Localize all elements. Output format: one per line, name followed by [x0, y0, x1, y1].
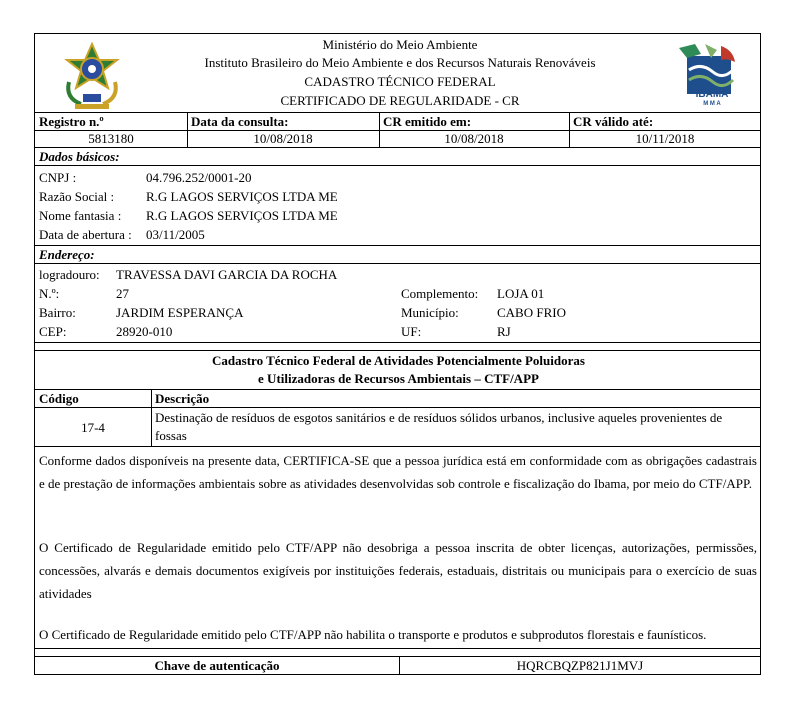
dados-basicos-title: Dados básicos: [39, 149, 120, 164]
divider [35, 342, 760, 343]
consulta-value: 10/08/2018 [253, 131, 313, 146]
emitido-value: 10/08/2018 [444, 131, 504, 146]
municipio-value: CABO FRIO [497, 305, 566, 320]
cep-value: 28920-010 [116, 324, 173, 339]
bairro-value: JARDIM ESPERANÇA [116, 305, 244, 320]
numero-label: N.º: [39, 286, 60, 301]
certificate-title: CERTIFICADO DE REGULARIDADE - CR [280, 93, 520, 108]
descricao-header: Descrição [155, 391, 210, 406]
registro-value: 5813180 [88, 131, 134, 146]
cep-label: CEP: [39, 324, 67, 339]
descricao-line2: fossas [155, 428, 187, 443]
complemento-value: LOJA 01 [497, 286, 545, 301]
divider [151, 389, 152, 446]
codigo-header: Código [39, 391, 79, 406]
body-paragraph-2: O Certificado de Regularidade emitido pelo CTF/APP não desobriga a pessoa inscrita de obter licenças, autorizações, permissões, concessões, alvarás e demais documentos exigíveis por instituições federais, estaduais, distritais ou municipais para o exercício de suas atividades [39, 540, 757, 601]
brazil-coat-of-arms-icon [61, 42, 123, 114]
divider [35, 648, 760, 649]
abertura-label: Data de abertura : [39, 227, 132, 242]
bairro-label: Bairro: [39, 305, 76, 320]
ministry-name: Ministério do Meio Ambiente [322, 37, 478, 52]
uf-label: UF: [401, 324, 422, 339]
logradouro-label: logradouro: [39, 267, 100, 282]
divider [35, 446, 760, 447]
nome-fantasia-label: Nome fantasia : [39, 208, 122, 223]
ibama-logo-text: IBAMA [695, 89, 729, 100]
chave-value: HQRCBQZP821J1MVJ [516, 658, 644, 673]
divider [35, 350, 760, 351]
emitido-label: CR emitido em: [383, 114, 472, 129]
cnpj-value: 04.796.252/0001-20 [146, 170, 252, 185]
certificate-frame [34, 33, 761, 675]
divider [35, 263, 760, 264]
body-paragraph-3: O Certificado de Regularidade emitido pelo CTF/APP não habilita o transporte e produtos e subprodutos florestais e faunísticos. [39, 627, 707, 642]
ibama-logo [675, 40, 745, 110]
registro-label: Registro n.º [39, 114, 104, 129]
chave-label: Chave de autenticação [154, 658, 280, 673]
cnpj-label: CNPJ : [39, 170, 77, 185]
divider [35, 165, 760, 166]
razao-social-value: R.G LAGOS SERVIÇOS LTDA ME [146, 189, 338, 204]
nome-fantasia-value: R.G LAGOS SERVIÇOS LTDA ME [146, 208, 338, 223]
municipio-label: Município: [401, 305, 459, 320]
logradouro-value: TRAVESSA DAVI GARCIA DA ROCHA [116, 267, 338, 282]
divider [35, 407, 760, 408]
institute-name: Instituto Brasileiro do Meio Ambiente e dos Recursos Naturais Renováveis [204, 55, 596, 70]
divider [35, 389, 760, 390]
numero-value: 27 [116, 286, 129, 301]
descricao-line1: Destinação de resíduos de esgotos sanitários e de resíduos sólidos urbanos, inclusive aqueles provenientes de [155, 410, 723, 425]
razao-social-label: Razão Social : [39, 189, 115, 204]
uf-value: RJ [497, 324, 511, 339]
complemento-label: Complemento: [401, 286, 479, 301]
divider [35, 245, 760, 246]
ibama-logo-icon [675, 40, 745, 96]
ibama-logo-subtext: M M A [703, 101, 721, 107]
ctf-title-line1: Cadastro Técnico Federal de Atividades Potencialmente Poluidoras [212, 353, 585, 368]
consulta-label: Data da consulta: [191, 114, 289, 129]
valido-value: 10/11/2018 [635, 131, 695, 146]
abertura-value: 03/11/2005 [146, 227, 205, 242]
cadastro-title: CADASTRO TÉCNICO FEDERAL [304, 74, 496, 89]
endereco-title: Endereço: [39, 247, 95, 262]
divider [35, 147, 760, 148]
valido-label: CR válido até: [573, 114, 654, 129]
ctf-title-line2: e Utilizadoras de Recursos Ambientais – CTF/APP [258, 371, 539, 386]
body-paragraph-1: Conforme dados disponíveis na presente data, CERTIFICA-SE que a pessoa jurídica está em conformidade com as obrigações cadastrais e de prestação de informações ambientais sobre as atividades desenvolvidas sob controle e fiscalização do Ibama, por meio do CTF/APP. [39, 453, 757, 491]
codigo-value: 17-4 [81, 420, 105, 435]
